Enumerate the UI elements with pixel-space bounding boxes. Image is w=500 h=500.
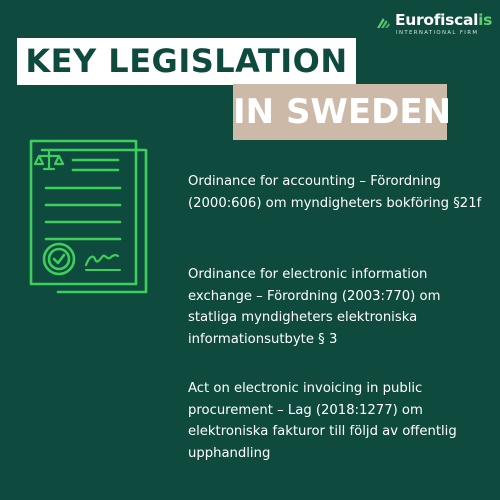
seal-icon <box>44 244 74 274</box>
legislation-item-1: Ordinance for accounting – Förordning (2000:606) om myndigheters bokföring §21f <box>188 174 482 211</box>
brand-logo <box>374 12 492 36</box>
signature-icon <box>86 255 118 265</box>
brand-name <box>395 11 492 29</box>
page-title: KEY LEGISLATION <box>25 42 348 80</box>
brand-tagline: INTERNATIONAL FIRM <box>396 30 479 36</box>
front-sheet-shape <box>31 141 136 284</box>
leaf-icon <box>374 14 392 32</box>
page-subtitle: IN SWEDEN <box>233 92 452 132</box>
brand-name-accent: is <box>478 11 493 29</box>
scales-icon <box>35 152 63 169</box>
legislation-item-2: Ordinance for electronic information exchange – Förordning (2003:770) om statliga myndigheters elektroniska informationsutbyte § 3 <box>188 267 441 347</box>
legislation-item-3: Act on electronic invoicing in public procurement – Lag (2018:1277) om elektroniska fakturor till följd av offentlig upphandling <box>188 381 457 461</box>
legal-document-icon <box>28 138 160 302</box>
brand-name-main: Eurofiscal <box>395 11 479 29</box>
